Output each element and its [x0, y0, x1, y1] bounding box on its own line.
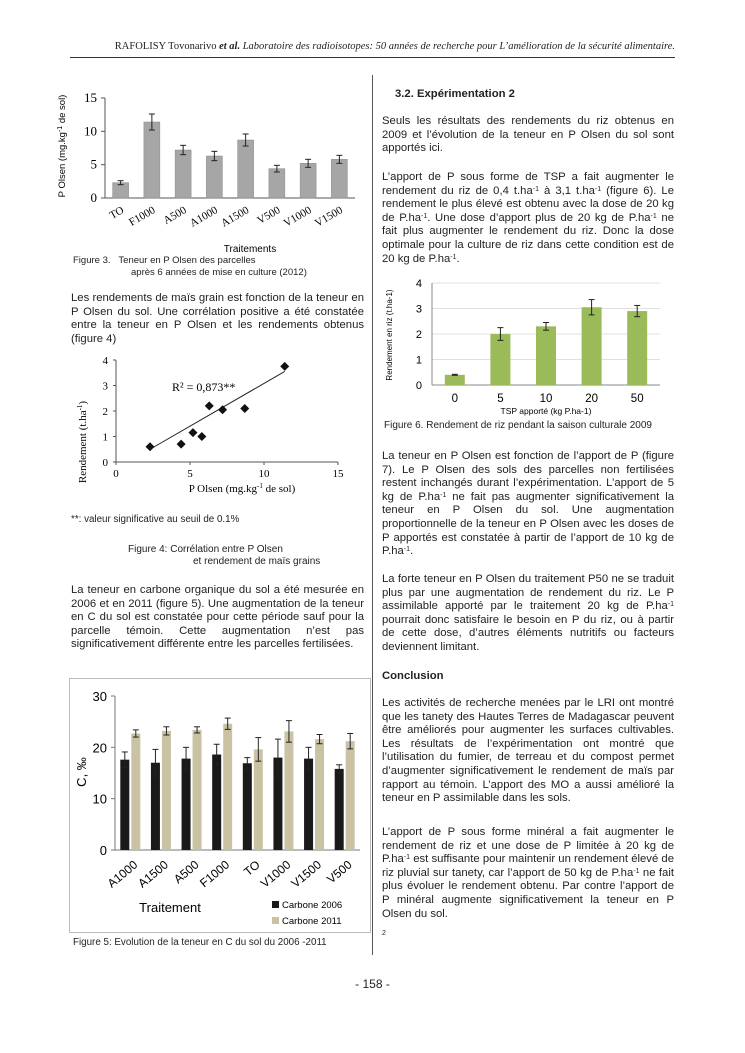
right-paragraph-3: [382, 450, 674, 559]
fig6-x-label: TSP apporté (kg P.ha-1): [500, 406, 592, 416]
fig5-y-tick-label: 20: [92, 740, 107, 756]
fig4-x-tick-label: 5: [187, 468, 193, 480]
figure-4-caption-line2: et rendement de maïs grains: [193, 556, 321, 567]
conclusion-heading: Conclusion: [382, 670, 444, 682]
p6-text-a: L’apport de P sous forme minéral a fait augmenter le rendement de riz et une dose de P limitée à 20 kg de P.ha: [382, 826, 674, 866]
fig3-bar-V1500: [331, 159, 347, 198]
p3-text-b: ne fait pas augmenter significativement la teneur en P Olsen du sol. Une augmentation proportionnelle de la teneur en P Olsen avec les doses de P apportés est constatée à partir de l’apport de 10 kg de P.ha: [382, 490, 674, 558]
left-paragraph-1: Les rendements de maïs grain est fonction de la teneur en P Olsen du sol. Une corrélation positive a été constatée entre la teneur en P Olsen et les rendements obtenus (figure 4): [71, 292, 364, 345]
fig4-data-point: [240, 404, 249, 413]
fig4-x-label: P Olsen ($mg.kg^{-1}$ de sol): [188, 482, 296, 495]
fig5-y-tick-label: 0: [99, 843, 107, 858]
fig3-bar-A1000: [206, 156, 222, 198]
fig3-y-tick-label: 0: [90, 190, 97, 205]
fig6-x-tick-label: 10: [539, 393, 553, 405]
fig3-x-tick-label: A1500: [219, 204, 252, 230]
fig6-x-tick-label: 50: [630, 393, 644, 405]
fig5-bar-TO-2011: [254, 749, 263, 850]
fig5-bar-A1500-2011: [162, 731, 171, 850]
p2-text-a: L’apport de P sous forme de TSP a fait augmenter le rendement du riz de 0,4 t.ha: [382, 171, 674, 197]
fig6-x-tick-label: 0: [451, 393, 459, 405]
fig5-bar-V500-2011: [346, 741, 355, 850]
fig5-bar-A500-2006: [182, 759, 191, 850]
fig5-bar-F1000-2006: [212, 755, 221, 850]
right-paragraph-1: Seuls les résultats des rendements du riz obtenus en 2009 et l’évolution de la teneur en P Olsen du sol sont apportés ici.: [382, 115, 674, 155]
figure-3-chart: [55, 80, 365, 255]
right-paragraph-2: [382, 171, 674, 266]
fig5-y-tick-label: 30: [92, 689, 107, 704]
fig3-y-tick-label: 15: [84, 90, 97, 105]
fig4-x-tick-label: 0: [113, 468, 119, 480]
fig3-bar-F1000: [144, 122, 160, 198]
fig4-y-tick-label: 1: [102, 431, 108, 444]
figure-6-chart: [380, 275, 675, 415]
p2-text-d: . Une dose d’apport plus de 20 kg de P.ha: [427, 211, 651, 224]
fig4-data-point: [146, 442, 155, 451]
left-paragraph-2: La teneur en carbone organique du sol a été mesurée en 2006 et en 2011 (figure 5). Une augmentation de la teneur en C du sol est constatée pour cette période sauf pour la parcelle témoin. Cette augmentation n’est pas significativement différente entre les parcelles fertilisées.: [71, 584, 364, 651]
fig4-y-tick-label: 3: [102, 380, 108, 393]
fig3-bar-A500: [175, 150, 191, 198]
fig6-y-label: Rendement en riz (t.ha-1): [385, 289, 394, 381]
sup-9: -1: [403, 854, 411, 862]
figure-6-caption: Figure 6. Rendement de riz pendant la saison culturale 2009: [384, 420, 652, 431]
fig5-bar-V1500-2006: [304, 759, 313, 850]
header-author: RAFOLISY Tovonarivo: [114, 41, 217, 52]
figure-4-caption: [128, 544, 320, 568]
p4-text-b: pourrait donc satisfaire le besoin en P du riz, ou à partir de cette dose, d’autres éléments nutritifs ou facteurs deviennent limitant.: [382, 613, 674, 653]
fig5-bar-A1000-2011: [131, 733, 140, 850]
fig4-y-tick-label: 4: [102, 355, 108, 367]
fig4-data-point: [218, 405, 227, 414]
fig3-x-label: Traitements: [223, 244, 277, 255]
fig4-data-point: [205, 401, 214, 410]
column-divider: [372, 75, 373, 955]
fig6-x-tick-label: 20: [585, 393, 598, 405]
fig6-y-tick-label: 2: [415, 329, 422, 341]
fig5-x-tick-label: V1000: [257, 857, 294, 891]
fig3-x-tick-label: A1000: [187, 204, 220, 230]
fig5-bar-V1500-2011: [315, 739, 324, 850]
figure-3-label: Figure 3.: [73, 255, 111, 266]
fig5-bar-F1000-2011: [223, 724, 232, 850]
figure-4-caption-line1: Figure 4: Corrélation entre P Olsen: [128, 544, 283, 555]
figure-4-chart: [70, 352, 365, 502]
significance-note: **: valeur significative au seuil de 0.1%: [71, 514, 240, 525]
sup-3: -1: [421, 212, 428, 220]
fig5-x-tick-label: TO: [241, 857, 263, 879]
running-header: [70, 41, 675, 52]
fig6-x-tick-label: 5: [497, 393, 504, 405]
fig4-y-tick-label: 0: [102, 457, 108, 469]
fig6-y-tick-label: 0: [415, 380, 422, 392]
fig5-bar-A500-2011: [193, 730, 202, 850]
fig4-x-tick-label: 10: [258, 468, 270, 480]
fig3-x-tick-label: A500: [161, 204, 189, 227]
fig4-data-point: [177, 440, 186, 449]
sup-2: -1: [594, 185, 602, 193]
figure-5-chart: [70, 680, 370, 930]
p4-text-a: La forte teneur en P Olsen du traitement P50 ne se traduit plus par une augmentation de rendement du riz. Le P assimilable apporté par le traitement 20 kg de P.ha: [382, 573, 674, 613]
fig6-bar-50: [627, 311, 647, 385]
header-rule: [70, 57, 675, 58]
p3-text-a: La teneur en P Olsen est fonction de l’apport de P (figure 7). Le P Olsen des sols des parcelles non fertilisées restent inchangés durant l’expérimentation. L’apport de 5 kg de P.ha: [382, 450, 674, 503]
fig5-x-tick-label: V500: [324, 857, 355, 887]
fig3-y-label: P Olsen ($mg.kg^{-1}$ de sol): [56, 94, 68, 198]
fig3-x-tick-label: TO: [107, 204, 127, 222]
figure-5-caption: Figure 5: Evolution de la teneur en C du sol du 2006 -2011: [73, 937, 327, 948]
fig4-y-tick-label: 2: [102, 406, 108, 418]
fig3-x-tick-label: V1500: [312, 204, 345, 230]
sup-1: -1: [532, 185, 539, 193]
fig5-legend-swatch: [272, 917, 279, 924]
fig6-bar-5: [490, 334, 510, 385]
fig6-bar-10: [536, 326, 556, 385]
section-heading-exp2: 3.2. Expérimentation 2: [395, 88, 515, 100]
sup-7: -1: [403, 546, 411, 554]
fig5-bar-TO-2006: [243, 763, 252, 850]
figure-3-caption: [73, 255, 307, 279]
sup-4: -1: [650, 212, 657, 220]
fig6-y-tick-label: 3: [415, 303, 422, 316]
sup-6: -1: [440, 491, 447, 499]
fig6-y-tick-label: 1: [415, 354, 422, 367]
fig3-bar-V1000: [300, 163, 316, 198]
p6-text-c: ne fait plus évoluer le rendement obtenu. Par contre l’apport de P minéral augmente significativement la teneur en P Olsen du sol.: [382, 866, 674, 920]
fig5-x-label: Traitement: [139, 900, 201, 915]
fig5-y-tick-label: 10: [92, 791, 107, 807]
fig4-y-label: Rendement $(t.ha^{-1})$: [76, 400, 89, 484]
right-paragraph-5: Les activités de recherche menées par le LRI ont montré que les tanety des Hautes Terres de Madagascar peuvent être améliorés pour augmenter les surfaces cultivables. Les résultats de l’expérimentation ont montré que l’utilisation du fumier, de terreau et du compost permet d’augmenter significativement le rendement de maïs par rapport au témoin. L’apport des MO a aussi amélioré la teneur en P assimilable dans les sols.: [382, 697, 674, 805]
p2-text-e: ne fait plus augmenter le rendement du riz. Donc la dose optimale pour la culture de riz dans cette condition est de 20 kg de P.ha: [382, 211, 674, 265]
fig3-x-tick-label: V1000: [281, 204, 314, 230]
fig3-x-tick-label: F1000: [127, 204, 158, 229]
fig5-x-tick-label: V1500: [288, 857, 324, 891]
sup-10: -1: [633, 867, 640, 875]
fig6-bar-20: [582, 307, 602, 385]
p2-text-c: (figure 6). Le rendement le plus élevé est obtenu avec la dose de 20 kg de P.ha: [382, 184, 674, 224]
right-paragraph-6: [382, 826, 674, 921]
fig5-y-label: C, ‰: [74, 757, 89, 787]
fig5-bar-A1000-2006: [120, 760, 129, 850]
fig3-y-tick-label: 10: [84, 123, 97, 139]
fig4-r2-annotation: R² = 0,873**: [172, 380, 236, 394]
fig3-bar-A1500: [238, 140, 254, 198]
fig4-data-point: [280, 362, 289, 371]
header-etal: et al.: [219, 41, 241, 52]
p3-text-c: .: [410, 545, 414, 558]
fig3-bar-V500: [269, 169, 285, 198]
sup-5: -1: [450, 253, 457, 261]
fig5-legend-label: Carbone 2006: [282, 900, 343, 911]
fig5-x-tick-label: A1000: [104, 857, 141, 891]
figure-3-caption-line2: après 6 années de mise en culture (2012): [131, 267, 307, 278]
header-lab-title: Laboratoire des radioisotopes: 50 années de recherche pour L’amélioration de la sécurité alimentaire.: [242, 41, 675, 52]
footnote-mark: 2: [382, 930, 386, 937]
fig5-legend-label: Carbone 2011: [282, 916, 342, 927]
p2-text-b: à 3,1 t.ha: [538, 184, 595, 197]
fig5-legend-swatch: [272, 901, 279, 908]
fig4-data-point: [197, 432, 206, 441]
fig5-bar-V1000-2011: [284, 731, 293, 850]
fig6-bar-0: [445, 375, 465, 385]
right-paragraph-4: [382, 573, 674, 655]
figure-3-caption-line1: Teneur en P Olsen des parcelles: [118, 255, 256, 266]
fig5-x-tick-label: A500: [171, 857, 202, 887]
fig5-x-tick-label: A1500: [135, 857, 171, 891]
fig5-bar-V500-2006: [335, 769, 344, 850]
fig3-x-tick-label: V500: [255, 204, 283, 227]
p6-text-b: est suffisante pour maintenir un rendement élevé de riz pluvial sur tanety, car l’apport de 50 kg de P.ha: [382, 853, 674, 879]
page-number: - 158 -: [355, 977, 390, 991]
fig6-y-tick-label: 4: [415, 278, 422, 290]
fig3-y-tick-label: 5: [90, 156, 97, 172]
fig4-data-point: [188, 428, 197, 437]
p2-text-f: .: [456, 252, 460, 265]
fig4-x-tick-label: 15: [332, 468, 344, 480]
sup-8: -1: [667, 601, 674, 609]
fig5-x-tick-label: F1000: [197, 857, 233, 891]
